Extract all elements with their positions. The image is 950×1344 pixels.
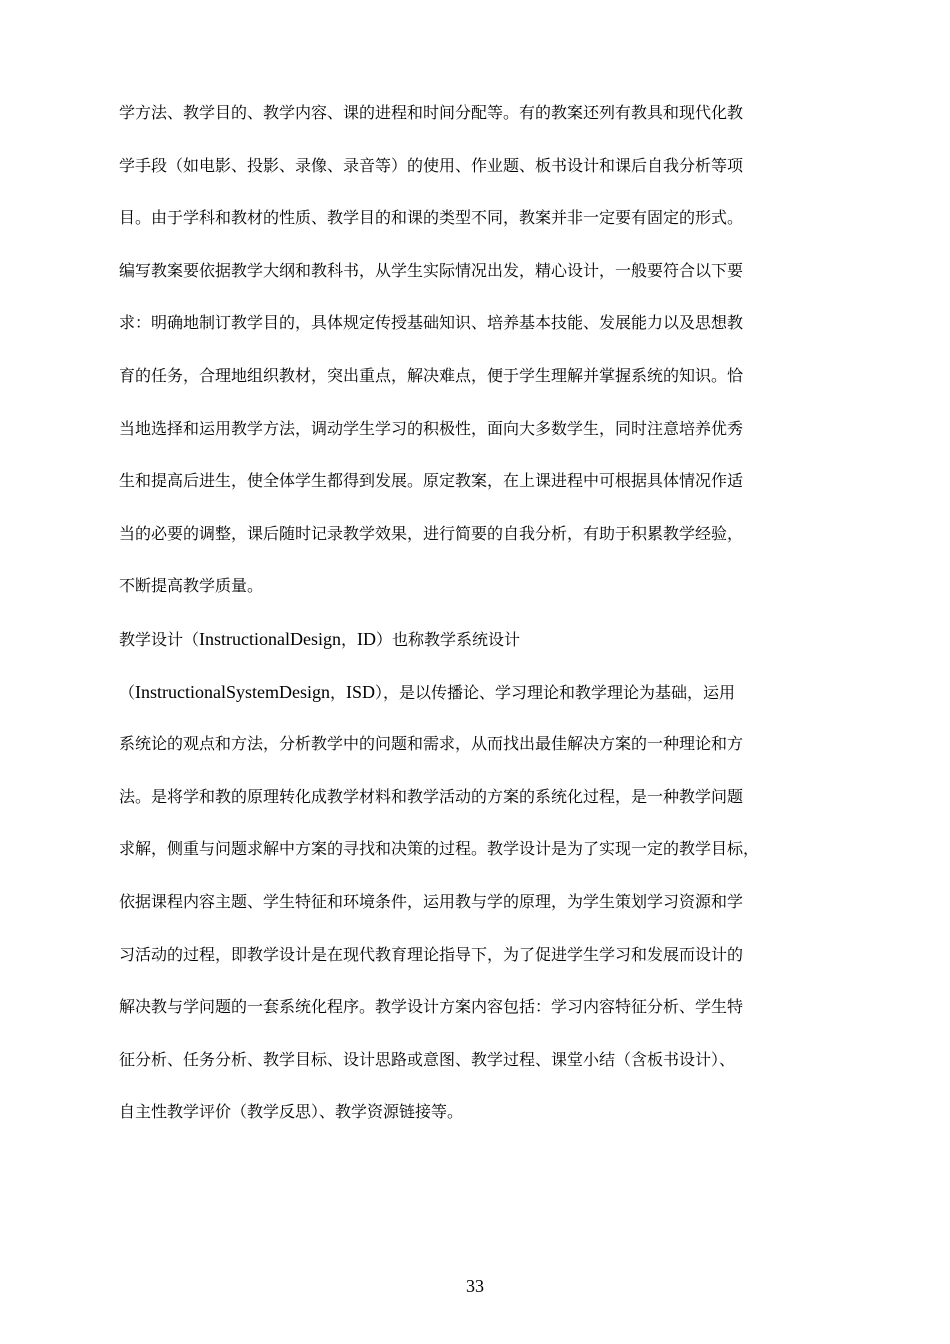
instructional-system-design-line (119, 670, 839, 723)
cjk-text: 教学设计（ (119, 629, 200, 649)
latin-term: InstructionalDesign (199, 628, 341, 649)
text-line: 学手段（如电影、投影、录像、录音等）的使用、作业题、板书设计和课后自我分析等项 (119, 155, 744, 175)
cjk-text: ）也称教学系统设计 (376, 629, 521, 649)
latin-abbr: ISD (346, 681, 376, 702)
text-line: 法。是将学和教的原理转化成教学材料和教学活动的方案的系统化过程，是一种教学问题 (119, 786, 744, 806)
latin-abbr: ID (357, 628, 377, 649)
cjk-punct: ， (330, 682, 347, 702)
text-line: 解决教与学问题的一套系统化程序。教学设计方案内容包括：学习内容特征分析、学生特 (119, 997, 744, 1017)
text-line: 目。由于学科和教材的性质、教学目的和课的类型不同，教案并非一定要有固定的形式。 (119, 208, 744, 228)
cjk-text: ），是以传播论、学习理论和教学理论为基础，运用 (375, 682, 736, 702)
text-line: 系统论的观点和方法，分析教学中的问题和需求，从而找出最佳解决方案的一种理论和方 (119, 734, 744, 754)
text-line: 求：明确地制订教学目的，具体规定传授基础知识、培养基本技能、发展能力以及思想教 (119, 313, 744, 333)
text-line: 不断提高教学质量。 (119, 576, 264, 596)
text-line: 当的必要的调整，课后随时记录教学效果，进行简要的自我分析，有助于积累教学经验， (119, 523, 744, 543)
text-line: 求解，侧重与问题求解中方案的寻找和决策的过程。教学设计是为了实现一定的教学目标， (119, 839, 760, 859)
text-line: 习活动的过程，即教学设计是在现代教育理论指导下，为了促进学生学习和发展而设计的 (119, 944, 744, 964)
text-line: 征分析、任务分析、教学目标、设计思路或意图、教学过程、课堂小结（含板书设计）、 (119, 1049, 736, 1069)
text-line: 当地选择和运用教学方法，调动学生学习的积极性，面向大多数学生，同时注意培养优秀 (119, 418, 744, 438)
cjk-punct: （ (119, 682, 136, 702)
page-number: 33 (466, 1276, 484, 1296)
text-line: 编写教案要依据教学大纲和教科书，从学生实际情况出发，精心设计，一般要符合以下要 (119, 260, 744, 280)
body-text (119, 91, 839, 1143)
text-line: 依据课程内容主题、学生特征和环境条件，运用教与学的原理，为学生策划学习资源和学 (119, 891, 744, 911)
text-line: 自主性教学评价（教学反思）、教学资源链接等。 (119, 1102, 464, 1122)
latin-term: InstructionalSystemDesign (135, 681, 330, 702)
cjk-punct: ， (341, 629, 358, 649)
text-line: 学方法、教学目的、教学内容、课的进程和时间分配等。有的教案还列有教具和现代化教 (119, 103, 744, 122)
text-line: 生和提高后进生，使全体学生都得到发展。原定教案，在上课进程中可根据具体情况作适 (119, 471, 744, 491)
instructional-design-line (119, 617, 839, 670)
text-line: 育的任务，合理地组织教材，突出重点，解决难点，便于学生理解并掌握系统的知识。恰 (119, 365, 744, 385)
